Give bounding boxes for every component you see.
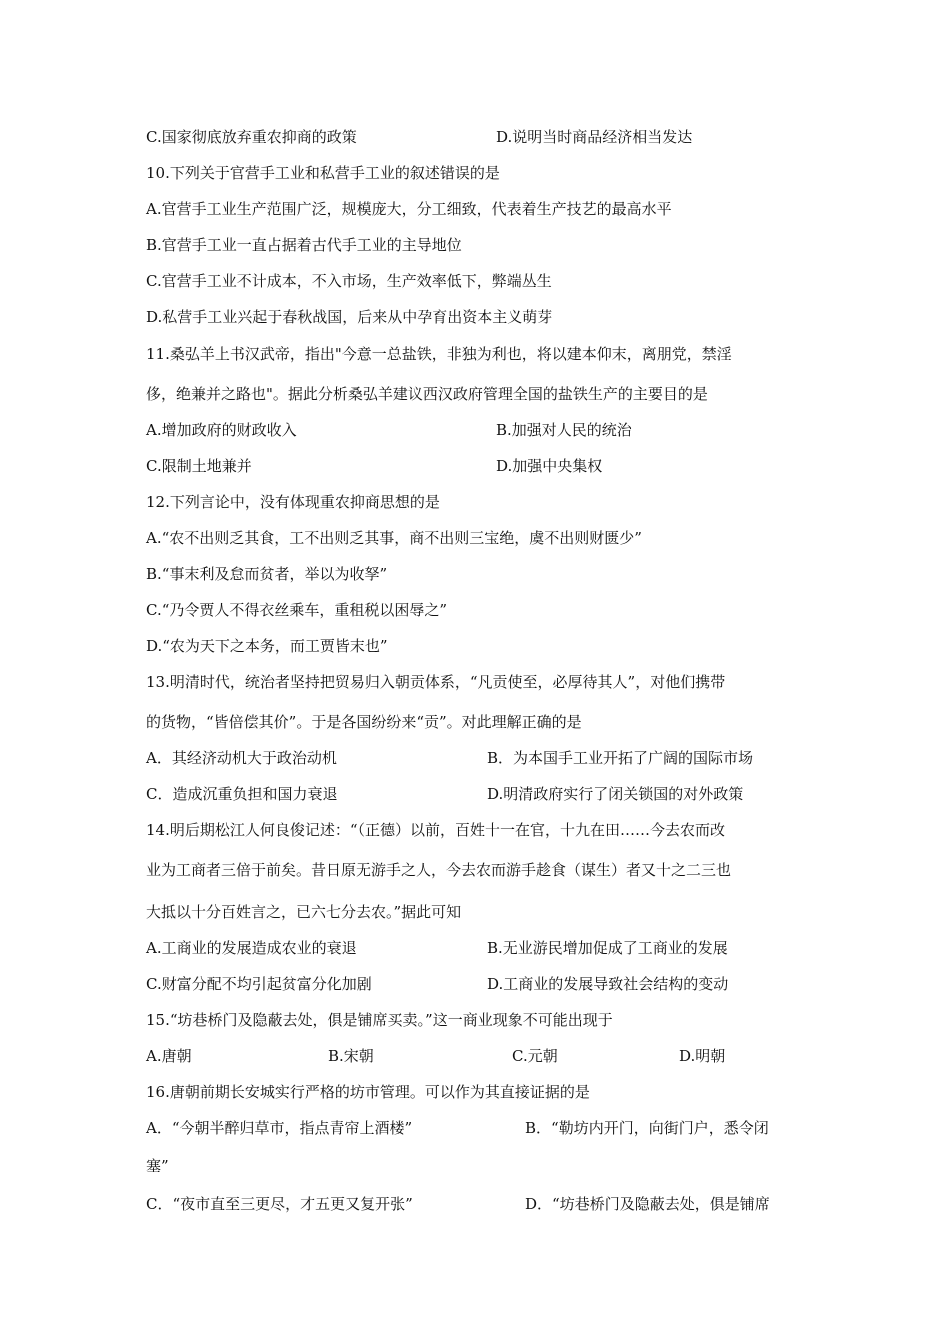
- q11-option-c: C.限制土地兼并: [146, 457, 252, 475]
- q13-option-b: B．为本国手工业开拓了广阔的国际市场: [487, 749, 754, 767]
- q16-option-b-continued: 塞”: [146, 1157, 169, 1175]
- q11-stem-line1: 11.桑弘羊上书汉武帝，指出"今意一总盐铁，非独为利也，将以建本仰末，离朋党，禁淫: [146, 345, 732, 363]
- q12-stem: 12.下列言论中，没有体现重农抑商思想的是: [146, 493, 440, 511]
- q14-option-b: B.无业游民增加促成了工商业的发展: [487, 939, 728, 957]
- q14-stem-line1: 14.明后期松江人何良俊记述：“（正德）以前，百姓十一在官，十九在田……今去农而改: [146, 821, 726, 839]
- q12-option-b: B.“事末利及怠而贫者，举以为收孥”: [146, 565, 388, 583]
- q14-stem-line2: 业为工商者三倍于前矣。昔日原无游手之人，今去农而游手趁食（谋生）者又十之二三也: [146, 861, 732, 879]
- q11-option-b: B.加强对人民的统治: [496, 421, 632, 439]
- q12-option-c: C.“乃令贾人不得衣丝乘车，重租税以困辱之”: [146, 601, 448, 619]
- q9-option-d: D.说明当时商品经济相当发达: [496, 128, 693, 146]
- q10-option-b: B.官营手工业一直占据着古代手工业的主导地位: [146, 236, 462, 254]
- q10-option-a: A.官营手工业生产范围广泛，规模庞大，分工细致，代表着生产技艺的最高水平: [146, 200, 672, 218]
- q16-option-b: B．“勒坊内开门，向街门户，悉令闭: [525, 1119, 769, 1137]
- q16-option-a: A．“今朝半醉归草市，指点青帘上酒楼”: [146, 1119, 413, 1137]
- q14-option-d: D.工商业的发展导致社会结构的变动: [487, 975, 729, 993]
- q15-option-c: C.元朝: [512, 1047, 558, 1065]
- q9-option-c: C.国家彻底放弃重农抑商的政策: [146, 128, 357, 146]
- q10-stem: 10.下列关于官营手工业和私营手工业的叙述错误的是: [146, 164, 500, 182]
- q16-stem: 16.唐朝前期长安城实行严格的坊市管理。可以作为其直接证据的是: [146, 1083, 590, 1101]
- q10-option-c: C.官营手工业不计成本，不入市场，生产效率低下，弊端丛生: [146, 272, 552, 290]
- q12-option-d: D.“农为天下之本务，而工贾皆末也”: [146, 637, 388, 655]
- q11-option-a: A.增加政府的财政收入: [146, 421, 297, 439]
- q11-stem-line2: 侈，绝兼并之路也"。据此分析桑弘羊建议西汉政府管理全国的盐铁生产的主要目的是: [146, 385, 708, 403]
- q15-stem: 15.“坊巷桥门及隐蔽去处，俱是铺席买卖。”这一商业现象不可能出现于: [146, 1011, 613, 1029]
- q16-option-c: C．“夜市直至三更尽，才五更又复开张”: [146, 1195, 413, 1213]
- q12-option-a: A.“农不出则乏其食，工不出则乏其事，商不出则三宝绝，虞不出则财匮少”: [146, 529, 642, 547]
- q13-option-d: D.明清政府实行了闭关锁国的对外政策: [487, 785, 744, 803]
- q15-option-a: A.唐朝: [146, 1047, 192, 1065]
- q14-option-a: A.工商业的发展造成农业的衰退: [146, 939, 357, 957]
- q15-option-d: D.明朝: [679, 1047, 726, 1065]
- q13-option-c: C．造成沉重负担和国力衰退: [146, 785, 338, 803]
- q14-stem-line3: 大抵以十分百姓言之，已六七分去农。”据此可知: [146, 903, 462, 921]
- q13-stem-line1: 13.明清时代，统治者坚持把贸易归入朝贡体系，“凡贡使至，必厚待其人”，对他们携带: [146, 673, 726, 691]
- q15-option-b: B.宋朝: [328, 1047, 374, 1065]
- q14-option-c: C.财富分配不均引起贫富分化加剧: [146, 975, 372, 993]
- q13-stem-line2: 的货物，“皆倍偿其价”。于是各国纷纷来“贡”。对此理解正确的是: [146, 713, 582, 731]
- q11-option-d: D.加强中央集权: [496, 457, 603, 475]
- q13-option-a: A．其经济动机大于政治动机: [146, 749, 337, 767]
- q16-option-d: D．“坊巷桥门及隐蔽去处，俱是铺席: [525, 1195, 770, 1213]
- q10-option-d: D.私营手工业兴起于春秋战国，后来从中孕育出资本主义萌芽: [146, 308, 553, 326]
